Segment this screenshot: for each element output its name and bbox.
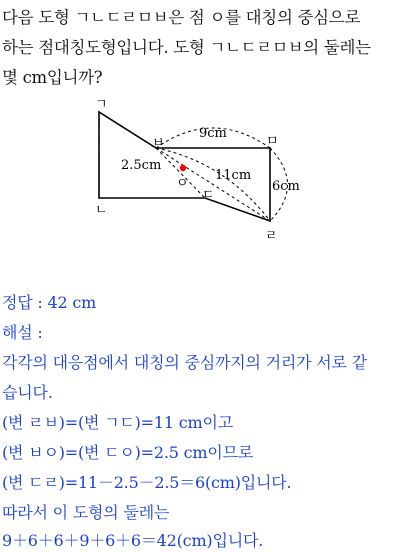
measure-label-mr: 6cm (272, 179, 300, 194)
dashed-line-b-r (156, 148, 270, 221)
explanation-heading: 해설 : (2, 323, 43, 342)
measure-label-br: 11cm (215, 168, 252, 183)
measure-label-bm: 9cm (199, 126, 227, 141)
question-line-3: 몇 cm입니까? (2, 68, 103, 87)
vertex-label-o: ㅇ (176, 176, 189, 191)
explanation-line-6: 따라서 이 도형의 둘레는 (2, 503, 170, 522)
vertex-label-r: ㄹ (265, 229, 278, 244)
explanation-line-1: 각각의 대응점에서 대칭의 중심까지의 거리가 서로 같 (2, 353, 367, 372)
vertex-label-b: ㅂ (152, 136, 165, 151)
center-point (180, 165, 186, 171)
vertex-label-m: ㅁ (266, 134, 279, 149)
explanation-line-4: (변 ㅂㅇ)=(변 ㄷㅇ)=2.5 cm이므로 (2, 443, 254, 462)
explanation-line-7: 9＋6＋6＋9＋6＋6＝42(cm)입니다. (2, 531, 264, 550)
question-line-1: 다음 도형 ㄱㄴㄷㄹㅁㅂ은 점 ㅇ를 대칭의 중심으로 (2, 8, 361, 27)
question-line-2: 하는 점대칭도형입니다. 도형 ㄱㄴㄷㄹㅁㅂ의 둘레는 (2, 38, 371, 57)
explanation-line-3: (변 ㄹㅂ)=(변 ㄱㄷ)=11 cm이고 (2, 413, 233, 432)
explanation-line-2: 습니다. (2, 383, 53, 402)
answer: 정답 : 42 cm (2, 293, 97, 312)
measure-label-bo: 2.5cm (121, 158, 162, 173)
vertex-label-d: ㄷ (202, 188, 215, 203)
vertex-label-n: ㄴ (95, 203, 108, 218)
explanation-line-5: (변 ㄷㄹ)=11－2.5－2.5＝6(cm)입니다. (2, 473, 292, 492)
vertex-label-g: ㄱ (95, 97, 108, 112)
